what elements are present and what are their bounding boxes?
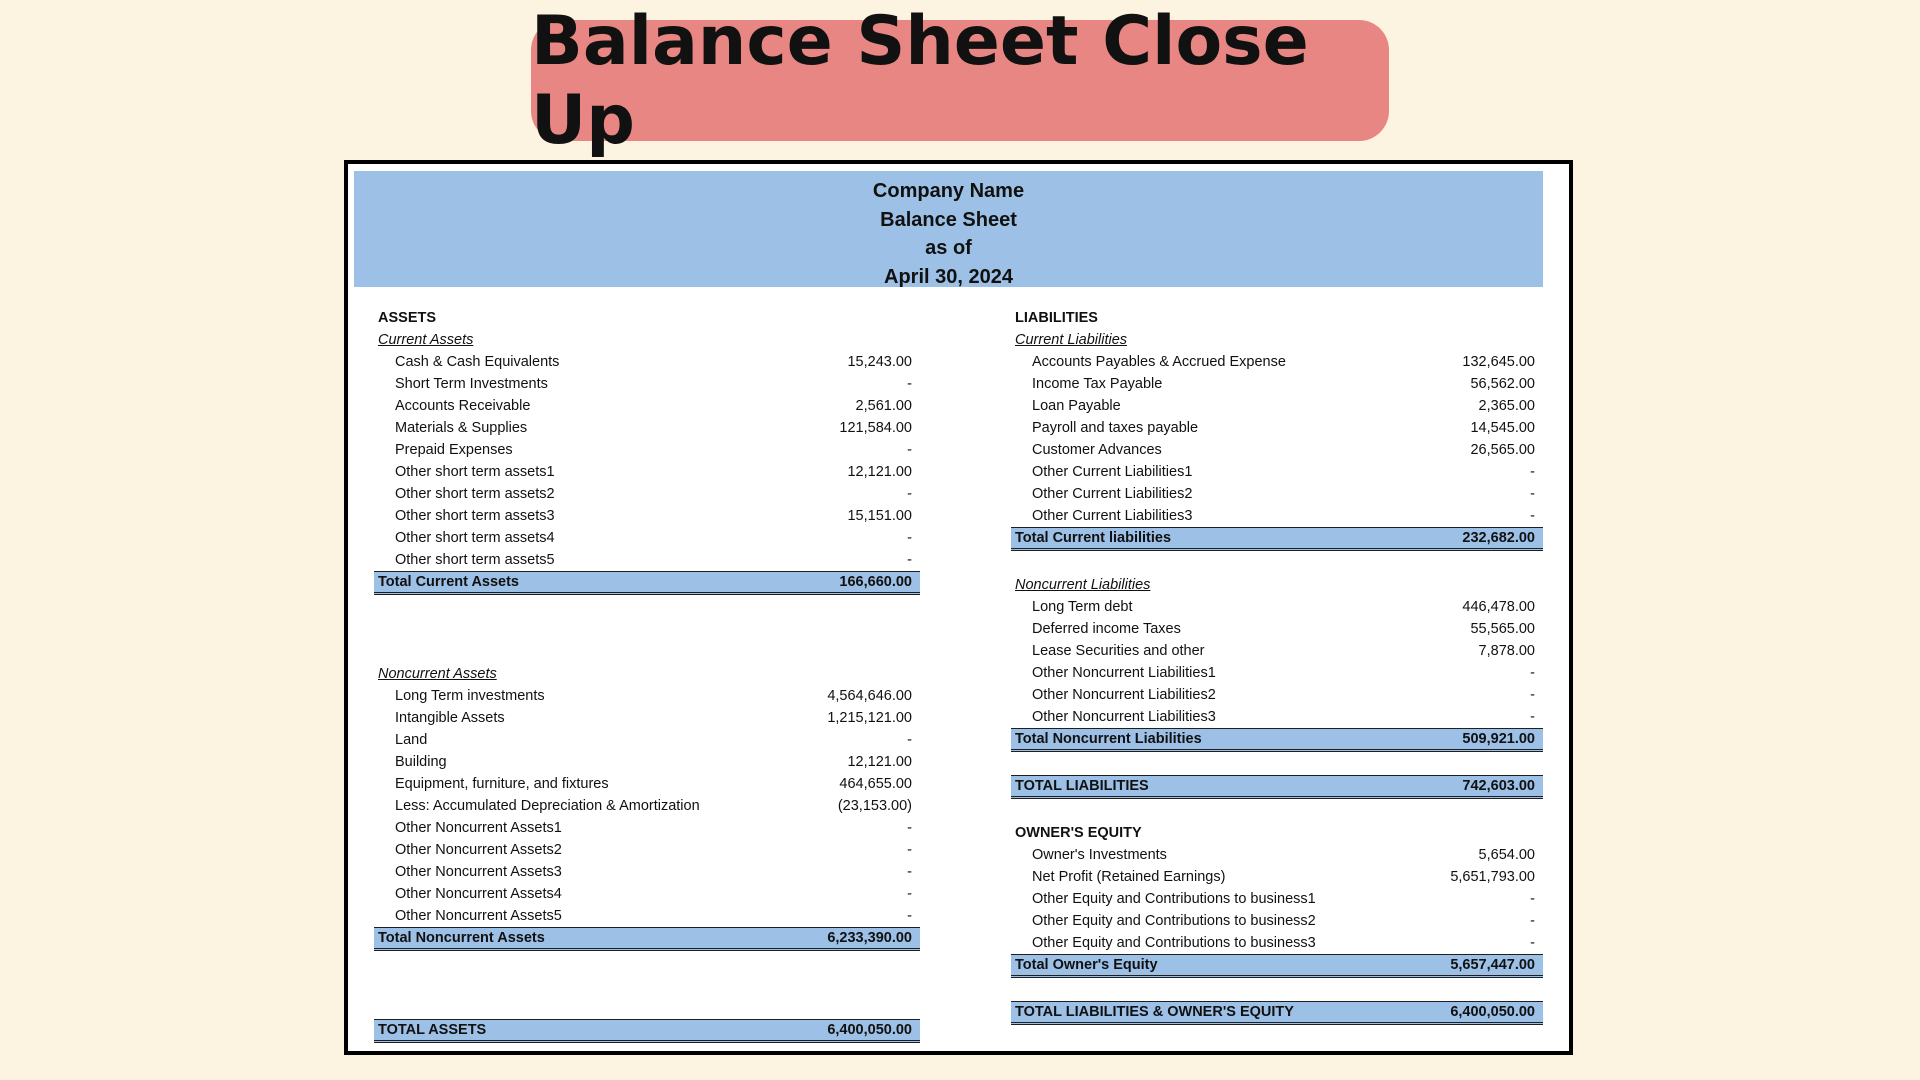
line-item-row bbox=[374, 685, 920, 707]
assets-column bbox=[374, 307, 920, 1043]
total-liabilities-row bbox=[1011, 775, 1543, 799]
total-current-liabilities-row bbox=[1011, 527, 1543, 551]
line-item-row bbox=[374, 883, 920, 905]
line-item-label: Less: Accumulated Depreciation & Amortization bbox=[395, 798, 700, 814]
noncurrent-liabilities-list bbox=[1011, 596, 1543, 728]
line-item-label: Materials & Supplies bbox=[395, 420, 528, 436]
line-item-row bbox=[1011, 888, 1543, 910]
line-item-label: Other short term assets5 bbox=[395, 552, 555, 568]
line-item-label: Long Term investments bbox=[395, 688, 545, 704]
line-item-row bbox=[374, 773, 920, 795]
noncurrent-assets-title: Noncurrent Assets bbox=[378, 666, 497, 682]
line-item-value: - bbox=[907, 908, 912, 924]
line-item-value: 5,654.00 bbox=[1478, 847, 1535, 863]
line-item-label: Other short term assets2 bbox=[395, 486, 555, 502]
line-item-value: 121,584.00 bbox=[839, 420, 912, 436]
line-item-row bbox=[1011, 439, 1543, 461]
line-item-row bbox=[1011, 395, 1543, 417]
line-item-value: 12,121.00 bbox=[847, 464, 912, 480]
total-assets-row bbox=[374, 1019, 920, 1043]
line-item-value: 132,645.00 bbox=[1462, 354, 1535, 370]
line-item-label: Payroll and taxes payable bbox=[1032, 420, 1199, 436]
total-label: Total Noncurrent Assets bbox=[378, 930, 545, 946]
total-label: TOTAL ASSETS bbox=[378, 1022, 487, 1038]
line-item-value: - bbox=[1530, 665, 1535, 681]
line-item-label: Other Current Liabilities2 bbox=[1032, 486, 1193, 502]
line-item-value: - bbox=[907, 442, 912, 458]
line-item-value: - bbox=[907, 864, 912, 880]
line-item-label: Intangible Assets bbox=[395, 710, 505, 726]
line-item-row bbox=[1011, 461, 1543, 483]
line-item-label: Other Equity and Contributions to business1 bbox=[1032, 891, 1316, 907]
liabilities-column bbox=[1011, 307, 1543, 1025]
line-item-value: - bbox=[907, 842, 912, 858]
line-item-row bbox=[374, 439, 920, 461]
line-item-label: Other Noncurrent Liabilities3 bbox=[1032, 709, 1216, 725]
line-item-label: Other short term assets3 bbox=[395, 508, 555, 524]
total-label: Total Owner's Equity bbox=[1015, 957, 1158, 973]
line-item-value: 26,565.00 bbox=[1470, 442, 1535, 458]
line-item-value: - bbox=[1530, 486, 1535, 502]
current-assets-title: Current Assets bbox=[378, 332, 474, 348]
line-item-value: 2,365.00 bbox=[1478, 398, 1535, 414]
line-item-row bbox=[1011, 505, 1543, 527]
line-item-row bbox=[1011, 684, 1543, 706]
total-current-assets-row bbox=[374, 571, 920, 595]
line-item-label: Income Tax Payable bbox=[1032, 376, 1163, 392]
line-item-row bbox=[374, 707, 920, 729]
line-item-row bbox=[1011, 373, 1543, 395]
line-item-value: 5,651,793.00 bbox=[1450, 869, 1535, 885]
line-item-row bbox=[1011, 351, 1543, 373]
line-item-row bbox=[374, 861, 920, 883]
noncurrent-assets-list bbox=[374, 685, 920, 927]
line-item-value: - bbox=[1530, 913, 1535, 929]
as-of-label: as of bbox=[925, 237, 972, 259]
line-item-label: Other Noncurrent Assets5 bbox=[395, 908, 562, 924]
line-item-label: Long Term debt bbox=[1032, 599, 1133, 615]
equity-list bbox=[1011, 844, 1543, 954]
line-item-value: (23,153.00) bbox=[837, 798, 912, 814]
line-item-value: 464,655.00 bbox=[839, 776, 912, 792]
line-item-value: 12,121.00 bbox=[847, 754, 912, 770]
line-item-value: - bbox=[907, 530, 912, 546]
line-item-row bbox=[374, 483, 920, 505]
line-item-row bbox=[374, 417, 920, 439]
line-item-row bbox=[374, 729, 920, 751]
total-value: 6,400,050.00 bbox=[827, 1022, 912, 1038]
line-item-label: Building bbox=[395, 754, 447, 770]
line-item-row bbox=[1011, 640, 1543, 662]
line-item-label: Other Noncurrent Liabilities1 bbox=[1032, 665, 1216, 681]
total-value: 6,400,050.00 bbox=[1450, 1004, 1535, 1020]
total-liabilities-equity-row bbox=[1011, 1001, 1543, 1025]
line-item-value: 2,561.00 bbox=[855, 398, 912, 414]
line-item-row bbox=[1011, 910, 1543, 932]
line-item-label: Owner's Investments bbox=[1032, 847, 1167, 863]
line-item-label: Customer Advances bbox=[1032, 442, 1162, 458]
line-item-value: - bbox=[907, 552, 912, 568]
line-item-label: Equipment, furniture, and fixtures bbox=[395, 776, 609, 792]
company-name: Company Name bbox=[872, 180, 1025, 202]
current-liabilities-title: Current Liabilities bbox=[1015, 332, 1128, 348]
line-item-row bbox=[374, 549, 920, 571]
line-item-label: Other Noncurrent Liabilities2 bbox=[1032, 687, 1216, 703]
line-item-value: - bbox=[1530, 709, 1535, 725]
line-item-row bbox=[1011, 662, 1543, 684]
line-item-label: Net Profit (Retained Earnings) bbox=[1032, 869, 1226, 885]
line-item-label: Other Current Liabilities1 bbox=[1032, 464, 1193, 480]
total-value: 509,921.00 bbox=[1462, 731, 1535, 747]
line-item-row bbox=[1011, 932, 1543, 954]
total-value: 6,233,390.00 bbox=[827, 930, 912, 946]
line-item-value: - bbox=[1530, 891, 1535, 907]
line-item-label: Short Term Investments bbox=[395, 376, 548, 392]
line-item-label: Accounts Payables & Accrued Expense bbox=[1032, 354, 1286, 370]
total-equity-row bbox=[1011, 954, 1543, 978]
line-item-value: 1,215,121.00 bbox=[827, 710, 912, 726]
balance-sheet bbox=[344, 160, 1573, 1055]
line-item-value: - bbox=[907, 486, 912, 502]
total-label: Total Current Assets bbox=[378, 574, 519, 590]
line-item-value: 446,478.00 bbox=[1462, 599, 1535, 615]
line-item-label: Other Noncurrent Assets4 bbox=[395, 886, 562, 902]
line-item-value: - bbox=[1530, 508, 1535, 524]
line-item-label: Other short term assets1 bbox=[395, 464, 555, 480]
line-item-row bbox=[374, 461, 920, 483]
current-liabilities-list bbox=[1011, 351, 1543, 527]
noncurrent-liabilities-title: Noncurrent Liabilities bbox=[1015, 577, 1151, 593]
line-item-row bbox=[374, 527, 920, 549]
line-item-label: Other Noncurrent Assets2 bbox=[395, 842, 562, 858]
line-item-row bbox=[1011, 706, 1543, 728]
total-noncurrent-assets-row bbox=[374, 927, 920, 951]
line-item-row bbox=[1011, 866, 1543, 888]
line-item-value: - bbox=[1530, 464, 1535, 480]
current-assets-list bbox=[374, 351, 920, 571]
line-item-value: - bbox=[907, 820, 912, 836]
line-item-label: Prepaid Expenses bbox=[395, 442, 513, 458]
line-item-label: Other short term assets4 bbox=[395, 530, 555, 546]
total-label: Total Noncurrent Liabilities bbox=[1015, 731, 1202, 747]
total-value: 742,603.00 bbox=[1462, 778, 1535, 794]
line-item-row bbox=[374, 373, 920, 395]
line-item-row bbox=[1011, 618, 1543, 640]
line-item-value: - bbox=[907, 732, 912, 748]
total-value: 5,657,447.00 bbox=[1450, 957, 1535, 973]
liabilities-heading: LIABILITIES bbox=[1015, 310, 1098, 326]
line-item-value: - bbox=[907, 376, 912, 392]
total-label: TOTAL LIABILITIES bbox=[1015, 778, 1149, 794]
line-item-label: Loan Payable bbox=[1032, 398, 1121, 414]
line-item-row bbox=[374, 795, 920, 817]
line-item-row bbox=[1011, 844, 1543, 866]
line-item-label: Lease Securities and other bbox=[1032, 643, 1205, 659]
line-item-value: 56,562.00 bbox=[1470, 376, 1535, 392]
line-item-row bbox=[374, 905, 920, 927]
line-item-value: 15,151.00 bbox=[847, 508, 912, 524]
line-item-row bbox=[374, 395, 920, 417]
line-item-label: Other Equity and Contributions to business3 bbox=[1032, 935, 1316, 951]
total-label: Total Current liabilities bbox=[1015, 530, 1172, 546]
line-item-row bbox=[374, 839, 920, 861]
line-item-label: Cash & Cash Equivalents bbox=[395, 354, 560, 370]
line-item-row bbox=[1011, 483, 1543, 505]
line-item-row bbox=[374, 817, 920, 839]
line-item-value: 55,565.00 bbox=[1470, 621, 1535, 637]
line-item-row bbox=[1011, 417, 1543, 439]
line-item-row bbox=[374, 351, 920, 373]
line-item-row bbox=[374, 751, 920, 773]
line-item-value: 14,545.00 bbox=[1470, 420, 1535, 436]
total-value: 166,660.00 bbox=[839, 574, 912, 590]
report-name: Balance Sheet bbox=[880, 208, 1017, 231]
line-item-row bbox=[374, 505, 920, 527]
total-label: TOTAL LIABILITIES & OWNER'S EQUITY bbox=[1015, 1004, 1294, 1020]
report-date: April 30, 2024 bbox=[884, 265, 1013, 288]
line-item-value: 15,243.00 bbox=[847, 354, 912, 370]
line-item-value: - bbox=[1530, 687, 1535, 703]
line-item-label: Other Noncurrent Assets1 bbox=[395, 820, 562, 836]
assets-heading: ASSETS bbox=[378, 310, 437, 326]
line-item-value: - bbox=[907, 886, 912, 902]
line-item-label: Other Noncurrent Assets3 bbox=[395, 864, 562, 880]
equity-heading: OWNER'S EQUITY bbox=[1015, 825, 1142, 841]
line-item-value: 7,878.00 bbox=[1478, 643, 1535, 659]
line-item-label: Land bbox=[395, 732, 428, 748]
title-banner bbox=[531, 1, 1389, 160]
line-item-label: Accounts Receivable bbox=[395, 398, 531, 414]
line-item-label: Deferred income Taxes bbox=[1032, 621, 1181, 637]
line-item-value: - bbox=[1530, 935, 1535, 951]
sheet-header bbox=[354, 171, 1543, 287]
line-item-row bbox=[1011, 596, 1543, 618]
line-item-label: Other Current Liabilities3 bbox=[1032, 508, 1193, 524]
page-title: Balance Sheet Close Up bbox=[531, 1, 1309, 160]
line-item-value: 4,564,646.00 bbox=[827, 688, 912, 704]
line-item-label: Other Equity and Contributions to business2 bbox=[1032, 913, 1316, 929]
total-value: 232,682.00 bbox=[1462, 530, 1535, 546]
total-noncurrent-liabilities-row bbox=[1011, 728, 1543, 752]
